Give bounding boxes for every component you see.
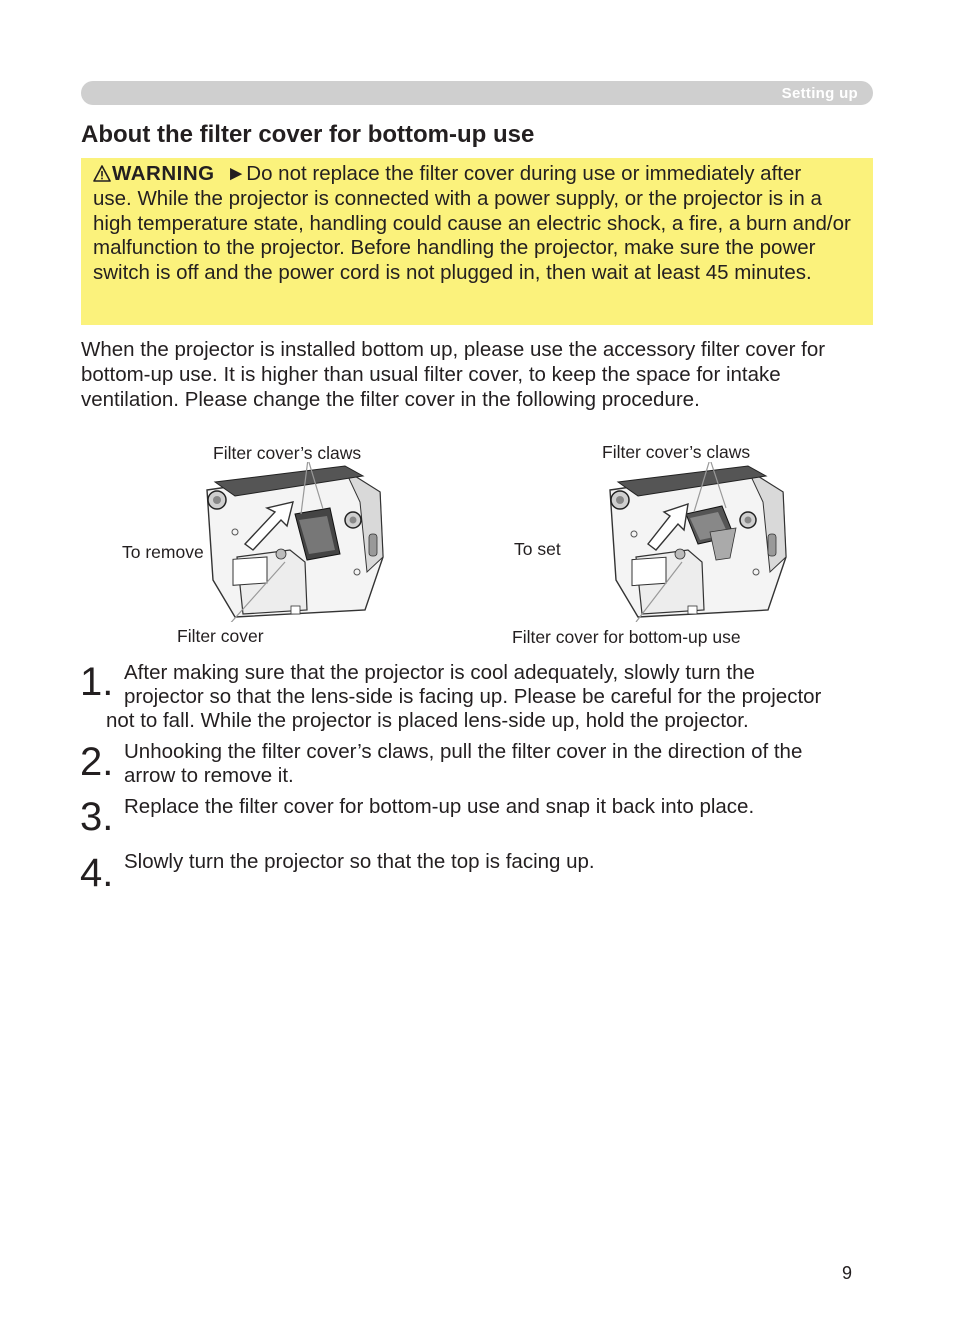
warning-box [81, 158, 873, 325]
step-1-number: 1. [80, 660, 114, 704]
step-2-line2: arrow to remove it. [124, 764, 294, 787]
step-1-line3: not to fall. While the projector is placed lens-side up, hold the projector. [106, 709, 749, 732]
warning-text: use. While the projector is connected with a power supply, or the projector is in a high temperature state, handling could cause an electric shock, a fire, a burn and/or malfunction to the projector. Before handling the projector, make sure the power switch is off and the power cord is not plugged in, then wait at least 45 minutes. [93, 186, 851, 285]
left-cover-label: Filter cover [177, 626, 264, 646]
projector-illustration-remove [195, 462, 395, 622]
section-label: Setting up [781, 85, 858, 102]
projector-illustration-set [598, 462, 798, 622]
step-3-number: 3. [80, 795, 114, 839]
step-2-line1: Unhooking the filter cover’s claws, pull the filter cover in the direction of the [124, 740, 803, 763]
page-title: About the filter cover for bottom-up use [81, 121, 535, 148]
warning-text-line1: Do not replace the filter cover during use or immediately after [246, 162, 802, 185]
right-action-label: To set [514, 539, 561, 559]
warning-label [93, 162, 215, 185]
section-header-bar [81, 81, 873, 105]
right-cover-label: Filter cover for bottom-up use [512, 627, 741, 647]
warning-label-text: WARNING [112, 162, 215, 185]
left-action-label: To remove [122, 542, 204, 562]
warning-marker: ► [225, 162, 247, 185]
step-2-number: 2. [80, 740, 114, 784]
step-3-line1: Replace the filter cover for bottom-up use and snap it back into place. [124, 795, 755, 818]
step-1-line1: After making sure that the projector is cool adequately, slowly turn the [124, 661, 755, 684]
step-1-line2: projector so that the lens-side is facing up. Please be careful for the projector [124, 685, 822, 708]
step-4-number: 4. [80, 851, 114, 895]
warning-triangle-icon [93, 165, 111, 182]
left-claws-label: Filter cover’s claws [213, 443, 362, 463]
page-number: 9 [842, 1263, 853, 1283]
intro-paragraph: When the projector is installed bottom up, please use the accessory filter cover for bottom-up use. It is higher than usual filter cover, to keep the space for intake ventilation. Please change the filter cover in the following procedure. [81, 338, 826, 411]
right-claws-label: Filter cover’s claws [602, 442, 751, 462]
step-4-line1: Slowly turn the projector so that the top is facing up. [124, 850, 595, 873]
